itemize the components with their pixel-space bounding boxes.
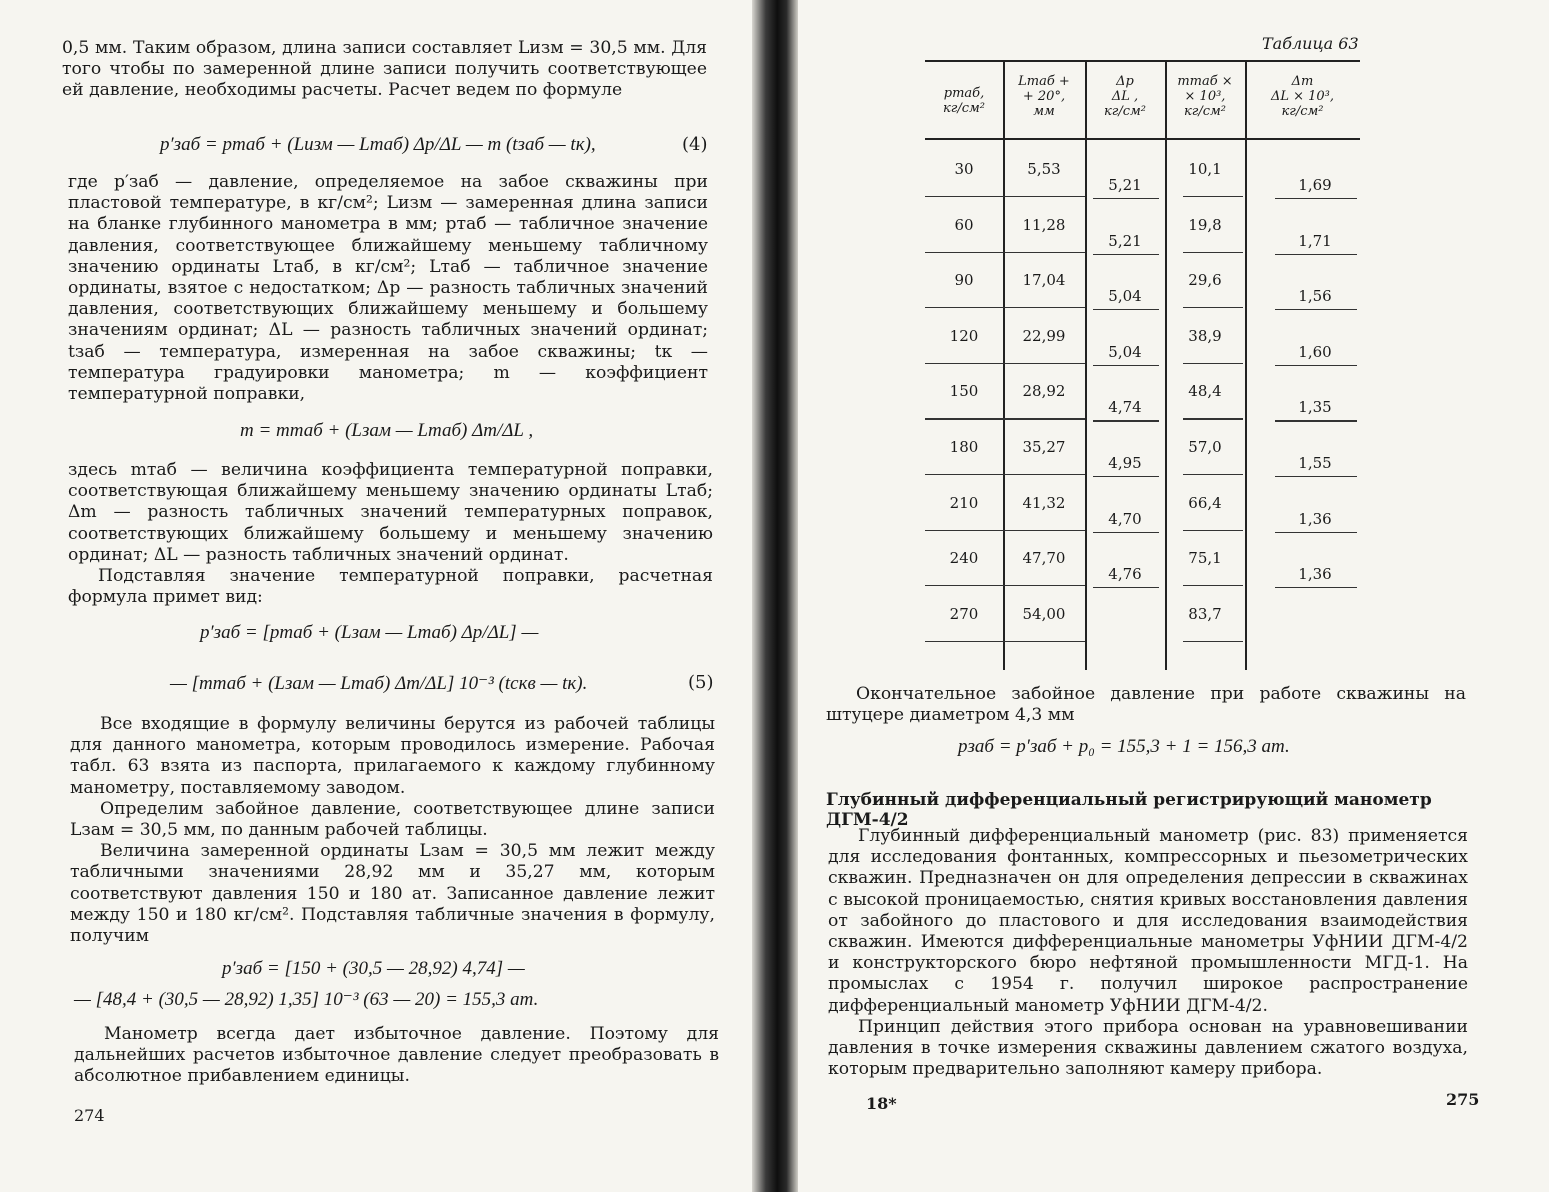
formula-4: p′заб = pтаб + (Lизм — Lтаб) Δp/ΔL — m (tзаб — tк), xyxy=(160,134,596,155)
header-dp-line2: ΔL , xyxy=(1111,89,1139,104)
header-dp xyxy=(1085,74,1165,119)
header-p xyxy=(925,86,1003,116)
equation-number-5: (5) xyxy=(688,672,714,693)
formula-final: pзаб = p′заб + p₀ = 155,3 + 1 = 156,3 ат. xyxy=(958,736,1290,757)
table-dp-separator xyxy=(1093,476,1159,477)
table-cell-m: 19,8 xyxy=(1188,215,1222,234)
table-row-separator xyxy=(1183,641,1243,642)
signature-mark: 18* xyxy=(866,1094,897,1113)
table-header-rule xyxy=(925,138,1360,140)
table-cell-p: 60 xyxy=(954,215,974,234)
table-cell-p: 30 xyxy=(954,160,974,178)
table-dm-separator xyxy=(1275,254,1357,255)
table-row-separator xyxy=(925,418,1085,419)
table-cell-p: 180 xyxy=(949,438,979,456)
table-row-separator xyxy=(1183,418,1243,419)
formula-5-line1: p′заб = [pтаб + (Lзам — Lтаб) Δp/ΔL] — xyxy=(200,622,539,643)
table-row-separator xyxy=(925,363,1085,364)
header-m-line3: кг/см² xyxy=(1184,104,1226,119)
paragraph-block-2 xyxy=(70,714,715,947)
table-row-separator xyxy=(1183,363,1243,364)
table-cell-dp: 4,76 xyxy=(1108,565,1142,584)
table-row-separator xyxy=(1183,196,1243,197)
table-row-separator xyxy=(925,252,1085,253)
table-cell-m: 57,0 xyxy=(1188,438,1222,456)
table-column-divider xyxy=(1003,60,1005,670)
table-row-separator xyxy=(1183,307,1243,308)
calculation-line1: p′заб = [150 + (30,5 — 28,92) 4,74] — xyxy=(222,958,525,979)
table-cell-dp: 4,74 xyxy=(1108,398,1142,417)
header-dp-line1: Δp xyxy=(1116,74,1134,89)
table-cell-p: 90 xyxy=(954,271,974,290)
formula-m: m = mтаб + (Lзам — Lтаб) Δm/ΔL , xyxy=(240,420,534,441)
page-number-right: 275 xyxy=(1446,1090,1480,1109)
equation-number-4: (4) xyxy=(682,134,708,155)
table-cell-m: 66,4 xyxy=(1188,493,1222,512)
table-cell-p: 240 xyxy=(949,549,979,568)
header-m-line1: mтаб × xyxy=(1177,74,1233,89)
table-dm-separator xyxy=(1275,476,1357,477)
table-row-separator xyxy=(1183,530,1243,531)
table-row-separator xyxy=(925,307,1085,308)
paragraph-intro-text: 0,5 мм. Таким образом, длина записи составляет Lизм = 30,5 мм. Для того чтобы по замеренной длине записи получить соответствующее ей давление, необходимы расчеты. Расчет ведем по формуле xyxy=(62,38,707,101)
table-cell-p: 150 xyxy=(949,382,979,401)
header-dp-line3: кг/см² xyxy=(1104,104,1146,119)
paragraph-final xyxy=(826,684,1466,726)
table-row-separator xyxy=(1183,585,1243,586)
header-p-line1: pтаб, xyxy=(943,86,985,101)
page-number-left: 274 xyxy=(74,1106,105,1125)
table-cell-dp: 4,95 xyxy=(1108,454,1142,472)
calculation-line2: — [48,4 + (30,5 — 28,92) 1,35] 10⁻³ (63 — 20) = 155,3 ат. xyxy=(74,989,539,1010)
section-heading: Глубинный дифференциальный регистрирующий манометр ДГМ-4/2 xyxy=(826,790,1432,830)
table-cell-dm: 1,69 xyxy=(1298,176,1332,194)
header-m-line2: × 10³, xyxy=(1184,89,1226,104)
table-cell-L: 11,28 xyxy=(1022,215,1066,234)
table-cell-m: 48,4 xyxy=(1188,382,1222,401)
table-cell-m: 29,6 xyxy=(1188,271,1222,290)
header-L xyxy=(1003,74,1085,119)
table-cell-dm: 1,60 xyxy=(1298,342,1332,361)
table-cell-dm: 1,35 xyxy=(1298,398,1332,417)
header-m xyxy=(1165,74,1245,119)
table-cell-dp: 5,04 xyxy=(1108,287,1142,306)
table-cell-L: 28,92 xyxy=(1022,382,1066,401)
table-dm-separator xyxy=(1275,420,1357,421)
table-cell-dp: 4,70 xyxy=(1108,509,1142,528)
table-cell-L: 5,53 xyxy=(1027,160,1061,178)
table-cell-L: 17,04 xyxy=(1022,271,1066,290)
table-cell-dm: 1,56 xyxy=(1298,287,1332,306)
paragraph-manometer xyxy=(74,1024,719,1088)
paragraph-value-text: Величина замеренной ординаты Lзам = 30,5 мм лежит между табличными значениями 28,92 мм и 35,27 мм, которым соответствуют давления 150 и 180 ат. Записанное давление лежит между 150 и 180 кг/см². Подставляя табличные значения в формулу, получим xyxy=(70,841,715,947)
table-dp-separator xyxy=(1093,587,1159,588)
paragraph-intro xyxy=(62,38,707,102)
table-cell-L: 54,00 xyxy=(1022,604,1066,623)
table-cell-L: 47,70 xyxy=(1022,549,1066,568)
table-dp-separator xyxy=(1093,365,1159,366)
table-cell-dm: 1,36 xyxy=(1298,565,1332,584)
header-dm-line1: Δm xyxy=(1291,74,1314,89)
table-dp-separator xyxy=(1093,420,1159,421)
table-cell-m: 38,9 xyxy=(1188,326,1222,345)
paragraph-where-text: где p′заб — давление, определяемое на забое скважины при пластовой температуре, в кг/см²; Lизм — замеренная длина записи на бланке глубинного манометра в мм; pтаб — табличное значение давления, соответствующее ближайшему меньшему табличному значению ординаты Lтаб, в кг/см²; Lтаб — табличное значение ординаты, взятое с недостатком; Δp — разность табличных значений давления, соответствующих ближайшему меньшему и большему значениям ординат; ΔL — разность табличных значений ординат; tзаб — температура, измеренная на забое скважины; tк — температура градуировки манометра; m — коэффициент температурной поправки, xyxy=(68,172,708,405)
table-cell-dp: 5,21 xyxy=(1108,176,1142,194)
table-cell-dp: 5,21 xyxy=(1108,231,1142,250)
table-row-separator xyxy=(1183,474,1243,475)
table-cell-dm: 1,71 xyxy=(1298,231,1332,250)
table-dm-separator xyxy=(1275,309,1357,310)
table-63 xyxy=(925,60,1360,670)
table-cell-m: 75,1 xyxy=(1188,549,1222,568)
header-dm-line2: ΔL × 10³, xyxy=(1270,89,1335,104)
paragraph-final-text: Окончательное забойное давление при работе скважины на штуцере диаметром 4,3 мм xyxy=(826,684,1466,726)
paragraph-all-text: Все входящие в формулу величины берутся из рабочей таблицы для данного манометра, которым проводилось измерение. Рабочая табл. 63 взята из паспорта, прилагаемого к каждому глубинному манометру, поставляемому заводом. xyxy=(70,714,715,798)
header-p-line2: кг/см² xyxy=(943,101,985,116)
table-dm-separator xyxy=(1275,587,1357,588)
table-cell-dp: 5,04 xyxy=(1108,342,1142,361)
table-caption: Таблица 63 xyxy=(1262,34,1359,53)
book-gutter xyxy=(752,0,798,1192)
table-row-separator xyxy=(925,585,1085,586)
table-dm-separator xyxy=(1275,365,1357,366)
table-cell-p: 120 xyxy=(949,326,979,345)
formula-5-line2: — [mтаб + (Lзам — Lтаб) Δm/ΔL] 10⁻³ (tскв — tк). xyxy=(170,673,588,694)
table-cell-m: 83,7 xyxy=(1188,604,1222,623)
table-dp-separator xyxy=(1093,254,1159,255)
table-cell-L: 41,32 xyxy=(1022,493,1066,512)
header-dm xyxy=(1245,74,1360,119)
table-cell-dm: 1,55 xyxy=(1298,454,1332,472)
table-cell-dm: 1,36 xyxy=(1298,509,1332,528)
table-cell-p: 270 xyxy=(949,604,979,623)
paragraph-here xyxy=(68,460,713,608)
header-L-line3: мм xyxy=(1033,104,1055,119)
paragraph-define-text: Определим забойное давление, соответствующее длине записи Lзам = 30,5 мм, по данным рабочей таблицы. xyxy=(70,798,715,841)
paragraph-principle-text: Принцип действия этого прибора основан на уравновешивании давления в точке измерения скважины давлением сжатого воздуха, которым предварительно заполняют камеру прибора. xyxy=(828,1016,1468,1080)
table-row-separator xyxy=(925,196,1085,197)
table-row-separator xyxy=(925,530,1085,531)
table-column-divider xyxy=(1245,60,1247,670)
table-dp-separator xyxy=(1093,309,1159,310)
table-cell-p: 210 xyxy=(949,493,979,512)
paragraph-dgm-text: Глубинный дифференциальный манометр (рис. 83) применяется для исследования фонтанных, компрессорных и пьезометрических скважин. Предназначен он для определения депрессии в скважинах с высокой проницаемостью, снятия кривых восстановления давления от забойного до пластового и для исследования взаимодействия скважин. Имеются дифференциальные манометры УфНИИ ДГМ-4/2 и конструкторского бюро нефтяной промышленности МГД-1. На промыслах с 1954 г. получил широкое распространение дифференциальный манометр УфНИИ ДГМ-4/2. xyxy=(828,826,1468,1016)
table-cell-L: 35,27 xyxy=(1022,438,1066,456)
table-row-separator xyxy=(925,641,1085,642)
table-top-rule xyxy=(925,60,1360,62)
paragraph-manometer-text: Манометр всегда дает избыточное давление. Поэтому для дальнейших расчетов избыточное давление следует преобразовать в абсолютное прибавлением единицы. xyxy=(74,1024,719,1087)
table-row-separator xyxy=(1183,252,1243,253)
header-dm-line3: кг/см² xyxy=(1281,104,1324,119)
table-column-divider xyxy=(1165,60,1167,670)
paragraph-dgm xyxy=(828,826,1468,1080)
table-dp-separator xyxy=(1093,532,1159,533)
table-cell-L: 22,99 xyxy=(1022,326,1066,345)
header-L-line1: Lтаб + xyxy=(1018,74,1070,89)
paragraph-substitute-text: Подставляя значение температурной поправки, расчетная формула примет вид: xyxy=(68,566,713,608)
table-cell-m: 10,1 xyxy=(1188,160,1222,178)
table-dm-separator xyxy=(1275,532,1357,533)
paragraph-here-text: здесь mтаб — величина коэффициента температурной поправки, соответствующая ближайшему меньшему значению ординаты Lтаб; Δm — разность табличных значений температурных поправок, соответствующих ближайшему большему и меньшему значению ординат; ΔL — разность табличных значений ординат. xyxy=(68,460,713,565)
table-dm-separator xyxy=(1275,198,1357,199)
table-dp-separator xyxy=(1093,198,1159,199)
table-row-separator xyxy=(925,474,1085,475)
paragraph-where xyxy=(68,172,708,405)
header-L-line2: + 20°, xyxy=(1022,89,1066,104)
